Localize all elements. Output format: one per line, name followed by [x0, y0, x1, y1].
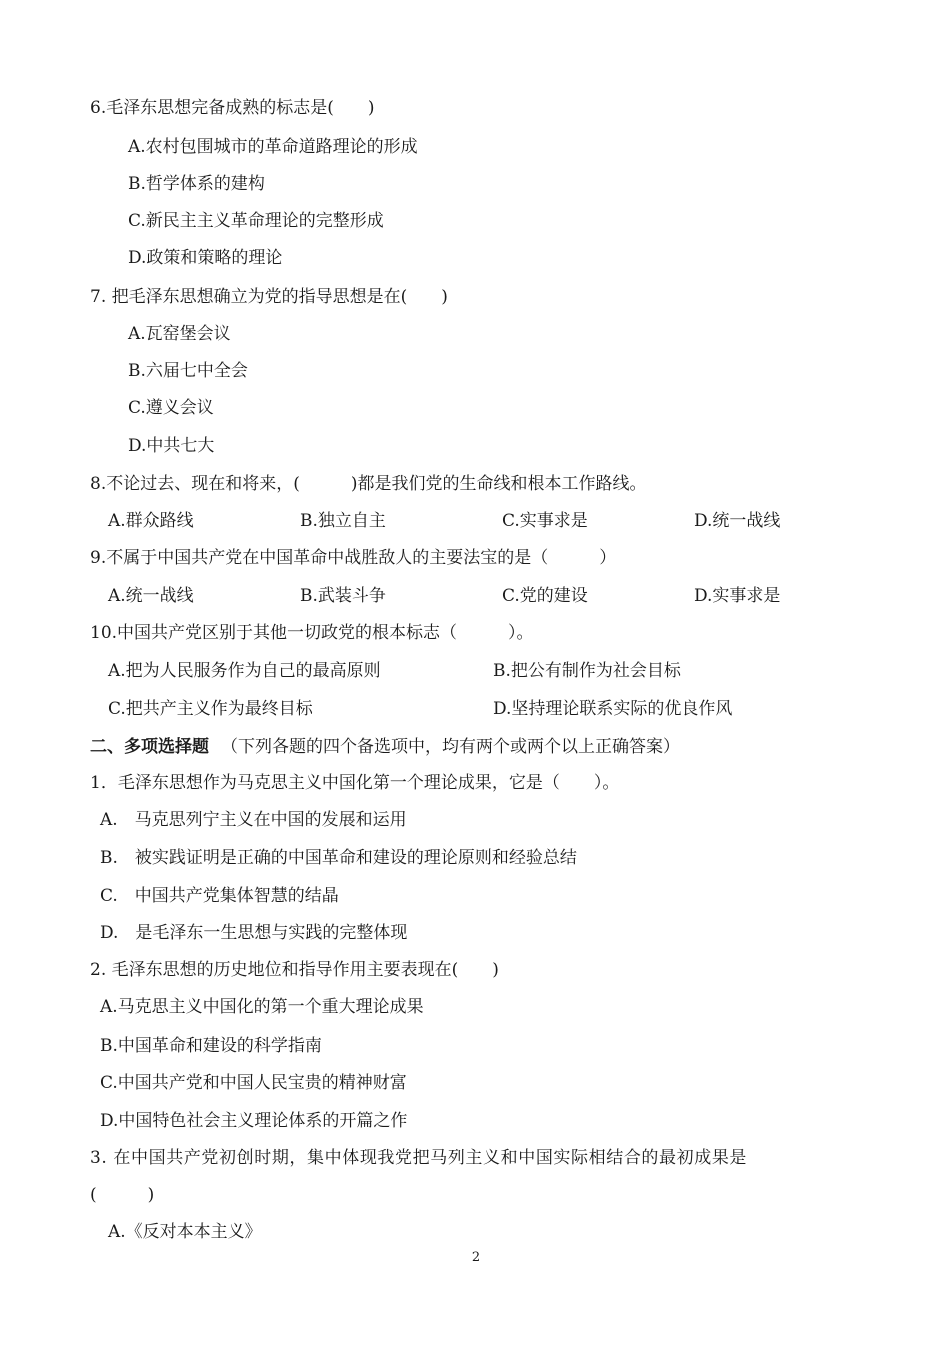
question-7-option-b: B.六届七中全会 — [128, 361, 248, 381]
question-6-option-c: C.新民主主义革命理论的完整形成 — [128, 211, 384, 231]
question-9-stem: 9.不属于中国共产党在中国革命中战胜敌人的主要法宝的是（ ） — [90, 548, 617, 568]
multi-question-3-stem-line-2: ( ) — [90, 1185, 155, 1205]
question-9-option-c: C.党的建设 — [502, 586, 588, 606]
question-7-option-d: D.中共七大 — [128, 436, 215, 456]
multi-question-2-option-d: D.中国特色社会主义理论体系的开篇之作 — [100, 1111, 408, 1131]
question-8-option-c: C.实事求是 — [502, 511, 588, 531]
question-8-option-b: B.独立自主 — [300, 511, 386, 531]
question-6-option-b: B.哲学体系的建构 — [128, 174, 265, 194]
question-10-option-c: C.把共产主义作为最终目标 — [108, 699, 313, 719]
question-10-option-a: A.把为人民服务作为自己的最高原则 — [108, 661, 381, 681]
multi-question-2-option-a: A.马克思主义中国化的第一个重大理论成果 — [100, 997, 424, 1017]
question-6-stem: 6.毛泽东思想完备成熟的标志是( ) — [90, 98, 375, 118]
section-note: （下列各题的四个备选项中，均有两个或两个以上正确答案） — [221, 737, 680, 757]
multi-question-1-option-a: A. 马克思列宁主义在中国的发展和运用 — [100, 810, 407, 830]
section-heading — [90, 735, 680, 759]
question-8-option-d: D.统一战线 — [694, 511, 781, 531]
question-10-stem: 10.中国共产党区别于其他一切政党的根本标志（ ）。 — [90, 623, 534, 643]
multi-question-3-stem-line-1: 3. 在中国共产党初创时期，集中体现我党把马列主义和中国实际相结合的最初成果是 — [90, 1148, 748, 1168]
multi-question-3-option-a: A.《反对本本主义》 — [108, 1222, 262, 1242]
question-7-stem: 7. 把毛泽东思想确立为党的指导思想是在( ) — [90, 287, 448, 307]
question-9-option-d: D.实事求是 — [694, 586, 781, 606]
question-9-option-b: B.武装斗争 — [300, 586, 386, 606]
multi-question-2-option-b: B.中国革命和建设的科学指南 — [100, 1036, 322, 1056]
page-number: 2 — [471, 1250, 481, 1265]
question-8-stem: 8.不论过去、现在和将来，( )都是我们党的生命线和根本工作路线。 — [90, 474, 647, 494]
multi-question-2-option-c: C.中国共产党和中国人民宝贵的精神财富 — [100, 1073, 407, 1093]
question-8-option-a: A.群众路线 — [108, 511, 194, 531]
question-7-option-c: C.遵义会议 — [128, 398, 214, 418]
question-6-option-d: D.政策和策略的理论 — [128, 248, 283, 268]
multi-question-1-option-c: C. 中国共产党集体智慧的结晶 — [100, 886, 339, 906]
question-10-option-d: D.坚持理论联系实际的优良作风 — [493, 699, 733, 719]
section-title: 二、多项选择题 — [90, 737, 209, 757]
question-6-option-a: A.农村包围城市的革命道路理论的形成 — [128, 137, 418, 157]
question-7-option-a: A.瓦窑堡会议 — [128, 324, 231, 344]
multi-question-1-stem: 1．毛泽东思想作为马克思主义中国化第一个理论成果，它是（ ）。 — [90, 773, 620, 793]
multi-question-1-option-d: D. 是毛泽东一生思想与实践的完整体现 — [100, 923, 408, 943]
question-9-option-a: A.统一战线 — [108, 586, 194, 606]
question-10-option-b: B.把公有制作为社会目标 — [493, 661, 681, 681]
multi-question-2-stem: 2. 毛泽东思想的历史地位和指导作用主要表现在( ) — [90, 960, 499, 980]
multi-question-1-option-b: B. 被实践证明是正确的中国革命和建设的理论原则和经验总结 — [100, 848, 577, 868]
